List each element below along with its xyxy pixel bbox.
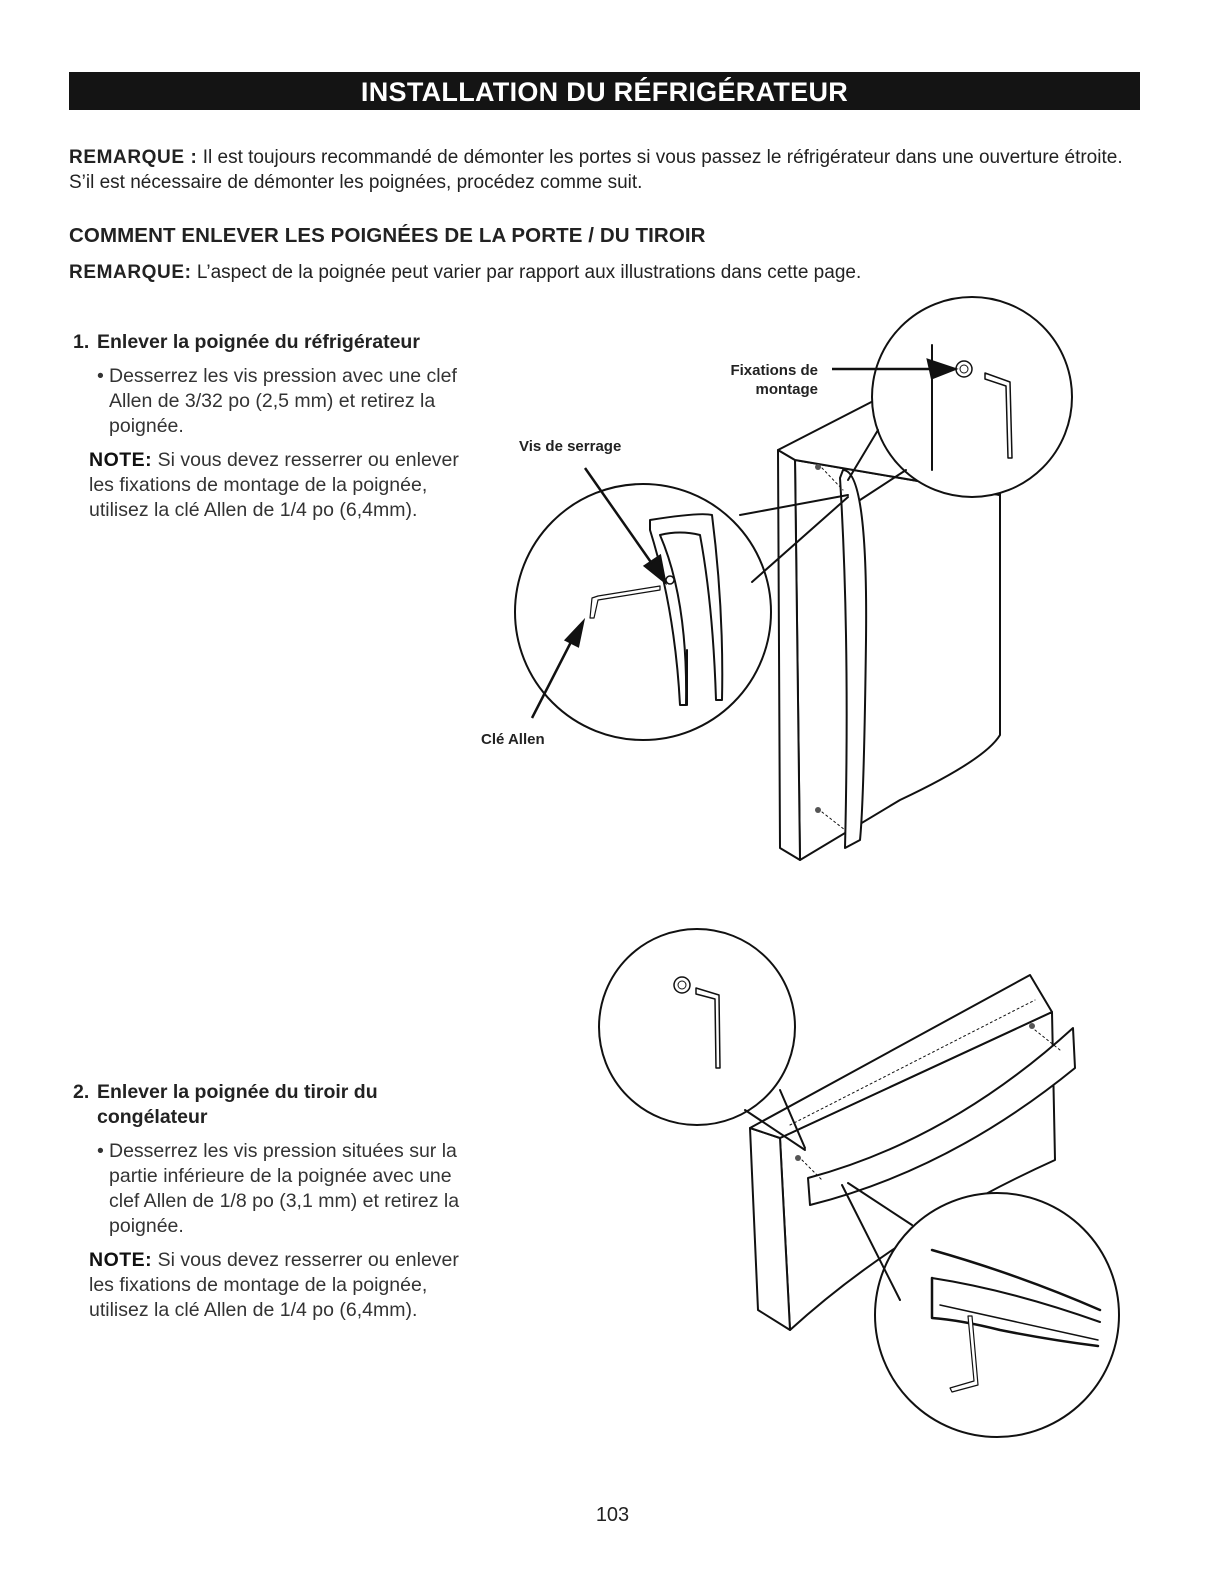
step-2-note-label: NOTE:: [89, 1249, 153, 1271]
step-1-note-label: NOTE:: [89, 449, 153, 471]
section-title: COMMENT ENLEVER LES POIGNÉES DE LA PORTE / DU TIROIR: [69, 224, 706, 247]
screw-dot-icon: [1029, 1023, 1035, 1029]
step-1-title-text: Enlever la poignée du réfrigérateur: [97, 331, 420, 353]
step-1-number: 1.: [73, 331, 90, 353]
label-cle-allen: Clé Allen: [481, 731, 545, 748]
label-fixations-line1: Fixations de: [730, 362, 818, 379]
section-remark-label: REMARQUE:: [69, 262, 192, 283]
mounting-screw-icon: [674, 977, 690, 993]
bullet-icon: •: [97, 1140, 104, 1162]
step-2-note-text: Si vous devez resserrer ou enlever les fixations de montage de la poignée, utilisez la clé Allen de 1/4 po (6,4mm).: [89, 1249, 459, 1321]
label-fixations-line2: montage: [755, 381, 818, 398]
detail-circle-mounting: [599, 929, 795, 1125]
bullet-icon: •: [97, 365, 104, 387]
intro-remark-label: REMARQUE :: [69, 147, 198, 168]
step-2-number: 2.: [73, 1081, 90, 1103]
screw-dot-icon: [795, 1155, 801, 1161]
step-1-bullet-text: Desserrez les vis pression avec une clef Allen de 3/32 po (2,5 mm) et retirez la poignée.: [109, 365, 457, 437]
step-1-note-text: Si vous devez resserrer ou enlever les fixations de montage de la poignée, utilisez la clé Allen de 1/4 po (6,4mm).: [89, 449, 459, 521]
step-2-title-line1: Enlever la poignée du tiroir du: [97, 1081, 378, 1103]
section-remark-text: L’aspect de la poignée peut varier par rapport aux illustrations dans cette page.: [191, 262, 862, 283]
intro-remark-text: Il est toujours recommandé de démonter les portes si vous passez le réfrigérateur dans une ouverture étroite. S’il est nécessaire de démonter les poignées, procédez comme suit.: [69, 147, 1123, 193]
page-header-title: INSTALLATION DU RÉFRIGÉRATEUR: [360, 77, 849, 107]
step-2-title-line2: congélateur: [97, 1106, 208, 1128]
label-vis-de-serrage: Vis de serrage: [519, 438, 622, 455]
step-2-bullet-text: Desserrez les vis pression situées sur la partie inférieure de la poignée avec une clef Allen de 1/8 po (3,1 mm) et retirez la poignée.: [109, 1140, 460, 1237]
page-number: 103: [595, 1504, 630, 1526]
